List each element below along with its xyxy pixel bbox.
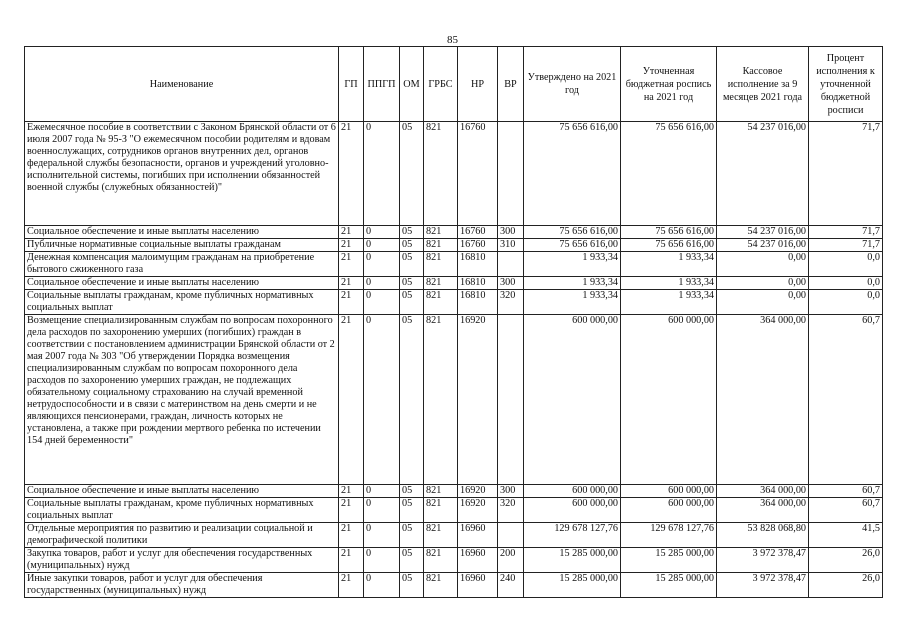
table-row [25,226,883,239]
row-approved-cell: 1 933,34 [524,290,621,315]
row-approved-cell: 75 656 616,00 [524,122,621,226]
row-refined-cell: 15 285 000,00 [621,548,717,573]
row-om-cell: 05 [400,315,424,485]
row-nr-cell: 16920 [458,315,498,485]
table-row [25,290,883,315]
row-grbs-cell: 821 [424,226,458,239]
row-refined-cell: 600 000,00 [621,498,717,523]
row-approved-cell: 1 933,34 [524,252,621,277]
row-gp-cell: 21 [339,277,364,290]
row-vr-cell: 300 [498,277,524,290]
row-grbs-cell: 821 [424,252,458,277]
header-gp: ГП [339,47,364,122]
row-nr-cell: 16960 [458,548,498,573]
row-percent-cell: 41,5 [809,523,883,548]
row-grbs-cell: 821 [424,523,458,548]
header-nr: НР [458,47,498,122]
row-name-cell: Отдельные мероприятия по развитию и реализации социальной и демографической политики [25,523,339,548]
row-om-cell: 05 [400,239,424,252]
row-cash-cell: 364 000,00 [717,498,809,523]
row-percent-cell: 0,0 [809,290,883,315]
row-refined-cell: 1 933,34 [621,277,717,290]
row-gp-cell: 21 [339,523,364,548]
table-row [25,122,883,226]
row-gp-cell: 21 [339,290,364,315]
row-name-cell: Возмещение специализированным службам по вопросам похоронного дела расходов по захоронению умерших (погибших) граждан в соответствии с постановлением администрации Брянской области от 2 мая 2007 года № 303 "Об утверждении Порядка возмещения специализированным службам по вопросам похоронного дела расходов по захоронению умерших граждан, не подлежащих обязательному социальному страхованию на случай временной нетрудоспособности и в связи с материнством на день смерти и не являющихся пенсионерами, граждан, личность которых не установлена, а также при рождении мертвого ребенка по истечении 154 дней беременности" [25,315,339,485]
table-row [25,252,883,277]
row-vr-cell: 200 [498,548,524,573]
row-om-cell: 05 [400,290,424,315]
row-approved-cell: 600 000,00 [524,498,621,523]
row-ppgp-cell: 0 [364,277,400,290]
row-nr-cell: 16760 [458,226,498,239]
row-ppgp-cell: 0 [364,239,400,252]
header-name: Наименование [25,47,339,122]
row-name-cell: Ежемесячное пособие в соответствии с Законом Брянской области от 6 июля 2007 года № 95-З "О ежемесячном пособии родителям и вдовам военнослужащих, сотрудников органов внутренних дел, органов федеральной службы безопасности, органов и учреждений уголовно-исполнительной системы, погибших при исполнении обязанностей военной службы (служебных обязанностей)" [25,122,339,226]
row-grbs-cell: 821 [424,290,458,315]
row-cash-cell: 3 972 378,47 [717,548,809,573]
row-cash-cell: 0,00 [717,290,809,315]
row-name-cell: Социальное обеспечение и иные выплаты населению [25,277,339,290]
table-row [25,548,883,573]
row-approved-cell: 129 678 127,76 [524,523,621,548]
row-refined-cell: 75 656 616,00 [621,226,717,239]
row-gp-cell: 21 [339,252,364,277]
row-vr-cell: 300 [498,485,524,498]
row-vr-cell: 320 [498,290,524,315]
row-nr-cell: 16810 [458,252,498,277]
row-name-cell: Социальное обеспечение и иные выплаты населению [25,226,339,239]
row-vr-cell [498,122,524,226]
header-refined: Уточненная бюджетная роспись на 2021 год [621,47,717,122]
row-ppgp-cell: 0 [364,523,400,548]
row-ppgp-cell: 0 [364,485,400,498]
header-approved: Утверждено на 2021 год [524,47,621,122]
row-percent-cell: 71,7 [809,239,883,252]
header-vr: ВР [498,47,524,122]
row-nr-cell: 16960 [458,523,498,548]
table-row [25,498,883,523]
row-cash-cell: 0,00 [717,277,809,290]
row-grbs-cell: 821 [424,485,458,498]
row-name-cell: Денежная компенсация малоимущим гражданам на приобретение бытового сжиженного газа [25,252,339,277]
table-header-row [25,47,883,122]
row-percent-cell: 60,7 [809,315,883,485]
row-cash-cell: 364 000,00 [717,315,809,485]
row-cash-cell: 3 972 378,47 [717,573,809,598]
row-vr-cell: 240 [498,573,524,598]
table-row [25,277,883,290]
row-vr-cell [498,315,524,485]
row-grbs-cell: 821 [424,498,458,523]
row-om-cell: 05 [400,122,424,226]
row-name-cell: Социальное обеспечение и иные выплаты населению [25,485,339,498]
row-nr-cell: 16760 [458,239,498,252]
row-approved-cell: 600 000,00 [524,315,621,485]
row-grbs-cell: 821 [424,548,458,573]
row-nr-cell: 16920 [458,498,498,523]
row-vr-cell: 310 [498,239,524,252]
row-gp-cell: 21 [339,122,364,226]
row-om-cell: 05 [400,573,424,598]
table-body [25,122,883,598]
row-refined-cell: 75 656 616,00 [621,122,717,226]
row-ppgp-cell: 0 [364,252,400,277]
row-refined-cell: 75 656 616,00 [621,239,717,252]
row-percent-cell: 26,0 [809,548,883,573]
row-gp-cell: 21 [339,239,364,252]
row-approved-cell: 75 656 616,00 [524,239,621,252]
table-row [25,523,883,548]
row-name-cell: Закупка товаров, работ и услуг для обеспечения государственных (муниципальных) нужд [25,548,339,573]
row-cash-cell: 54 237 016,00 [717,239,809,252]
row-refined-cell: 1 933,34 [621,252,717,277]
row-refined-cell: 15 285 000,00 [621,573,717,598]
row-ppgp-cell: 0 [364,498,400,523]
row-percent-cell: 26,0 [809,573,883,598]
row-nr-cell: 16810 [458,277,498,290]
row-refined-cell: 129 678 127,76 [621,523,717,548]
row-percent-cell: 60,7 [809,485,883,498]
row-om-cell: 05 [400,277,424,290]
row-percent-cell: 71,7 [809,122,883,226]
header-percent: Процент исполнения к уточненной бюджетной росписи [809,47,883,122]
row-ppgp-cell: 0 [364,122,400,226]
row-name-cell: Социальные выплаты гражданам, кроме публичных нормативных социальных выплат [25,498,339,523]
row-approved-cell: 75 656 616,00 [524,226,621,239]
row-percent-cell: 71,7 [809,226,883,239]
row-cash-cell: 364 000,00 [717,485,809,498]
row-name-cell: Иные закупки товаров, работ и услуг для обеспечения государственных (муниципальных) нужд [25,573,339,598]
row-approved-cell: 600 000,00 [524,485,621,498]
row-percent-cell: 0,0 [809,252,883,277]
row-om-cell: 05 [400,252,424,277]
row-ppgp-cell: 0 [364,548,400,573]
row-om-cell: 05 [400,485,424,498]
row-grbs-cell: 821 [424,239,458,252]
table-row [25,315,883,485]
row-grbs-cell: 821 [424,573,458,598]
header-cash: Кассовое исполнение за 9 месяцев 2021 года [717,47,809,122]
table-row [25,239,883,252]
header-om: ОМ [400,47,424,122]
row-percent-cell: 0,0 [809,277,883,290]
row-cash-cell: 54 237 016,00 [717,226,809,239]
row-approved-cell: 1 933,34 [524,277,621,290]
row-gp-cell: 21 [339,226,364,239]
row-vr-cell [498,252,524,277]
row-approved-cell: 15 285 000,00 [524,573,621,598]
page-number: 85 [447,34,458,46]
row-vr-cell: 300 [498,226,524,239]
row-nr-cell: 16960 [458,573,498,598]
row-grbs-cell: 821 [424,277,458,290]
row-gp-cell: 21 [339,498,364,523]
row-refined-cell: 1 933,34 [621,290,717,315]
row-nr-cell: 16760 [458,122,498,226]
row-om-cell: 05 [400,498,424,523]
row-gp-cell: 21 [339,315,364,485]
row-refined-cell: 600 000,00 [621,315,717,485]
row-percent-cell: 60,7 [809,498,883,523]
row-cash-cell: 53 828 068,80 [717,523,809,548]
row-ppgp-cell: 0 [364,290,400,315]
row-name-cell: Социальные выплаты гражданам, кроме публичных нормативных социальных выплат [25,290,339,315]
row-nr-cell: 16810 [458,290,498,315]
row-refined-cell: 600 000,00 [621,485,717,498]
header-grbs: ГРБС [424,47,458,122]
table-row [25,485,883,498]
table-row [25,573,883,598]
header-ppgp: ППГП [364,47,400,122]
row-gp-cell: 21 [339,573,364,598]
row-om-cell: 05 [400,226,424,239]
row-cash-cell: 0,00 [717,252,809,277]
row-om-cell: 05 [400,523,424,548]
row-ppgp-cell: 0 [364,573,400,598]
row-grbs-cell: 821 [424,315,458,485]
row-cash-cell: 54 237 016,00 [717,122,809,226]
row-approved-cell: 15 285 000,00 [524,548,621,573]
row-vr-cell [498,523,524,548]
budget-table [24,46,883,598]
row-om-cell: 05 [400,548,424,573]
row-ppgp-cell: 0 [364,226,400,239]
row-nr-cell: 16920 [458,485,498,498]
row-vr-cell: 320 [498,498,524,523]
row-name-cell: Публичные нормативные социальные выплаты гражданам [25,239,339,252]
row-grbs-cell: 821 [424,122,458,226]
row-gp-cell: 21 [339,548,364,573]
row-gp-cell: 21 [339,485,364,498]
row-ppgp-cell: 0 [364,315,400,485]
